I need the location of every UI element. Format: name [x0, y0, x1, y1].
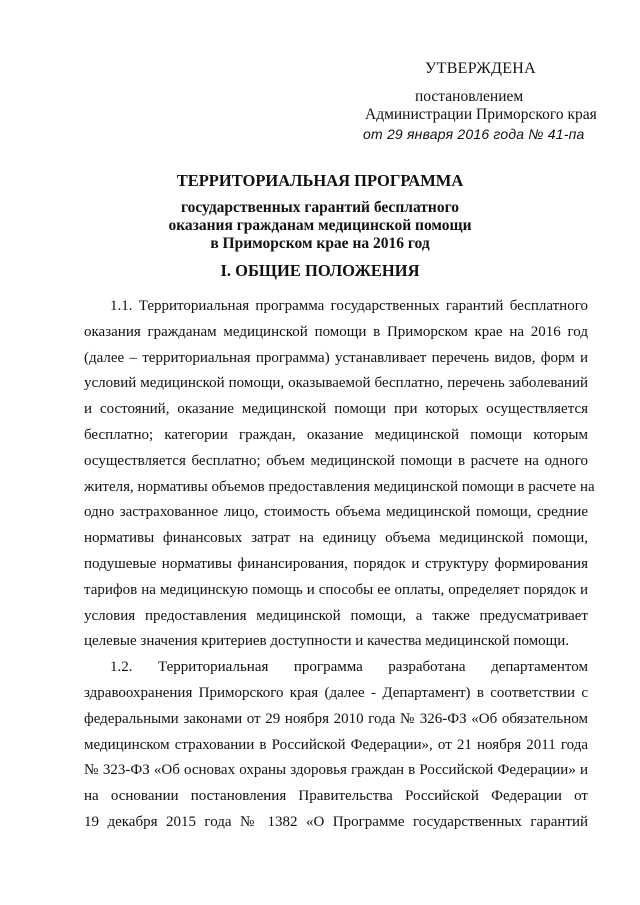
text-line: одно застрахованное лицо, стоимость объема медицинской помощи, средние	[84, 504, 588, 521]
text-line: № 323-ФЗ «Об основах охраны здоровья граждан в Российской Федерации» и	[84, 762, 588, 779]
text-line: 1.2. Территориальная программа разработана департаментом	[110, 659, 588, 676]
subtitle-line: в Приморском крае на 2016 год	[210, 235, 430, 252]
text-line: на основании постановления Правительства Российской Федерации от	[84, 788, 588, 805]
text-line: 19 декабря 2015 года № 1382 «О Программе государственных гарантий	[84, 813, 588, 830]
paragraph-1-1	[84, 294, 595, 655]
text-line: федеральными законами от 29 ноября 2010 года № 326-ФЗ «Об обязательном	[84, 710, 588, 727]
text-line: (далее – территориальная программа) устанавливает перечень видов, форм и	[84, 349, 588, 366]
approval-line-resolution: постановлением	[415, 88, 524, 105]
text-line: тарифов на медицинскую помощь и способы ее оплаты, определяет порядок и	[84, 581, 588, 598]
text-line: нормативы финансовых затрат на единицу объема медицинской помощи,	[84, 530, 588, 547]
approval-title: УТВЕРЖДЕНА	[425, 60, 537, 77]
text-line: условий медицинской помощи, оказываемой бесплатно, перечень заболеваний	[84, 375, 588, 392]
subtitle-line: оказания гражданам медицинской помощи	[168, 217, 472, 234]
approval-line-date-number: от 29 января 2016 года № 41-па	[363, 126, 585, 142]
text-line: бесплатно; категории граждан, оказание медицинской помощи которым	[84, 426, 588, 443]
text-line: осуществляется бесплатно; объем медицинской помощи в расчете на одного	[84, 452, 588, 469]
text-line: здравоохранения Приморского края (далее - Департамент) в соответствии с	[84, 684, 588, 701]
text-line: и состояний, оказание медицинской помощи при которых осуществляется	[84, 401, 588, 418]
subtitle-line: государственных гарантий бесплатного	[180, 199, 459, 216]
document-title: ТЕРРИТОРИАЛЬНАЯ ПРОГРАММА	[176, 171, 464, 190]
text-line: медицинском страховании в Российской Федерации», от 21 ноября 2011 года	[84, 736, 588, 753]
text-line: 1.1. Территориальная программа государственных гарантий бесплатного	[110, 298, 588, 314]
text-line: оказания гражданам медицинской помощи в Приморском крае на 2016 год	[84, 323, 588, 340]
text-line: жителя, нормативы объемов предоставления медицинской помощи в расчете на	[84, 478, 595, 495]
text-line: целевые значения критериев доступности и качества медицинской помощи.	[84, 633, 569, 650]
text-line: подушевые нормативы финансирования, порядок и структуру формирования	[84, 555, 588, 572]
document-body	[84, 294, 595, 836]
section-heading: I. ОБЩИЕ ПОЛОЖЕНИЯ	[220, 261, 420, 280]
document-subtitle	[0, 199, 640, 253]
approval-line-administration: Администрации Приморского края	[365, 106, 597, 123]
text-line: условия предоставления медицинской помощи, а также предусматривает	[84, 607, 588, 624]
paragraph-1-2	[84, 655, 588, 836]
